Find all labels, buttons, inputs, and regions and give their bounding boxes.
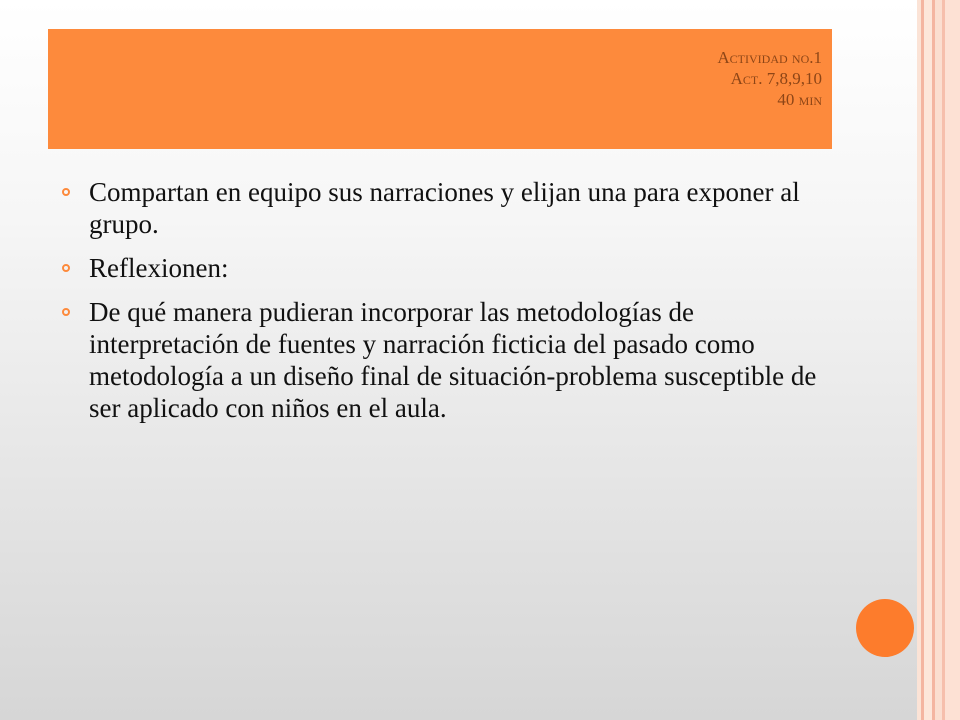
slide-title (717, 47, 822, 110)
bullet-list (62, 176, 822, 436)
stripe-7 (945, 0, 960, 720)
bullet-text: Compartan en equipo sus narraciones y elijan una para exponer al grupo. (89, 177, 800, 239)
ring-bullet-icon (62, 264, 70, 272)
bullet-item-share (62, 176, 822, 240)
ring-bullet-icon (62, 188, 70, 196)
title-line-activity: Actividad no.1 (717, 48, 822, 67)
bullet-text: Reflexionen: (89, 253, 229, 283)
stripe-3 (924, 0, 932, 720)
ring-bullet-icon (62, 308, 70, 316)
title-line-acts: Act. 7,8,9,10 (730, 69, 822, 88)
title-header-bar (48, 29, 832, 149)
bullet-item-reflect (62, 252, 822, 284)
stripe-5 (935, 0, 942, 720)
bullet-item-question (62, 296, 822, 424)
orange-circle-decoration (856, 599, 914, 657)
title-line-duration: 40 min (777, 90, 822, 109)
bullet-text: De qué manera pudieran incorporar las metodologías de interpretación de fuentes y narración ficticia del pasado como metodología a un diseño final de situación-problema susceptible de ser aplicado con niños en el aula. (89, 297, 817, 423)
